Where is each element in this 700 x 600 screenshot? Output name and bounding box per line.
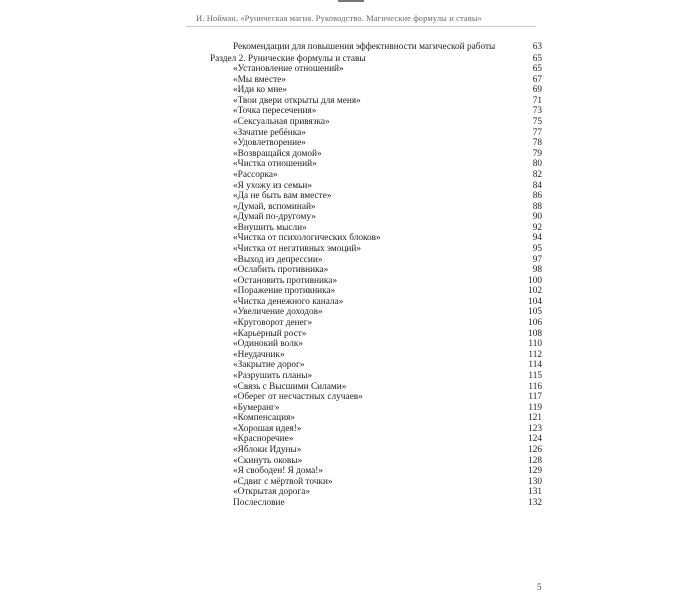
toc-entry xyxy=(210,85,542,96)
toc-entry-title: «Установление отношений» xyxy=(233,64,344,75)
toc-entry xyxy=(210,350,542,361)
page-number: 5 xyxy=(537,582,542,592)
toc-entry-title: «Неудачник» xyxy=(233,349,285,360)
toc-entry-page: 128 xyxy=(528,455,542,466)
toc-entry-title: «Возвращайся домой» xyxy=(233,148,322,159)
toc-entry-title: «Чистка денежного канала» xyxy=(233,296,344,307)
toc-entry-page: 69 xyxy=(532,85,542,96)
toc-entry xyxy=(210,276,542,287)
toc-entry-page: 124 xyxy=(528,434,542,445)
toc-entry xyxy=(210,202,542,213)
toc-entry-title: «Мы вместе» xyxy=(233,74,286,85)
toc-entry-title: «Сдвиг с мёртвой точки» xyxy=(233,476,333,487)
toc-entry-title: Рекомендации для повышения эффективности магической работы xyxy=(233,42,496,52)
toc-entry xyxy=(210,149,542,160)
toc-entry xyxy=(210,360,542,371)
toc-entry-title: «Ослабить противника» xyxy=(233,265,329,276)
toc-entry-page: 132 xyxy=(528,497,542,508)
toc-entry xyxy=(210,339,542,350)
toc-entry-page: 65 xyxy=(532,64,542,75)
toc-entry-title: «Удовлетворение» xyxy=(233,138,306,149)
toc-entry-page: 123 xyxy=(528,423,542,434)
toc-entry-page: 106 xyxy=(528,318,542,329)
toc-entry xyxy=(210,106,542,117)
toc-entry-title: «Иди ко мне» xyxy=(233,85,288,96)
toc-entry-page: 78 xyxy=(532,138,542,149)
toc-entry xyxy=(210,445,542,456)
toc-entry-title: «Хорошая идея!» xyxy=(233,423,302,434)
toc-entry xyxy=(210,212,542,223)
toc-entry-title: «Чистка отношений» xyxy=(233,159,317,170)
toc-entry xyxy=(210,413,542,424)
toc-entry-title: Послесловие xyxy=(233,497,285,508)
toc-entry-title: «Я свободен! Я дома!» xyxy=(233,466,324,477)
toc-entry xyxy=(210,244,542,255)
toc-entry-title: «Рассорка» xyxy=(233,169,278,180)
toc-entry-title: «Да не быть вам вместе» xyxy=(233,191,332,202)
toc-entry-page: 65 xyxy=(532,53,542,64)
toc-entry xyxy=(210,42,542,53)
toc-entry-page: 131 xyxy=(528,487,542,498)
toc-entry xyxy=(210,329,542,340)
toc-entry xyxy=(210,117,542,128)
toc-entry xyxy=(210,382,542,393)
toc-entry-page: 114 xyxy=(528,360,542,371)
toc-entry-title: «Точка пересечения» xyxy=(233,106,317,117)
toc-entry-page: 121 xyxy=(528,413,542,424)
toc-entry-title: «Сексуальная привязка» xyxy=(233,117,330,128)
toc-entry-title: «Яблоки Идуны» xyxy=(233,444,302,455)
toc-entry xyxy=(210,170,542,181)
toc-entry xyxy=(210,138,542,149)
toc-entry-page: 82 xyxy=(532,169,542,180)
toc-entry-title: «Оберег от несчастных случаев» xyxy=(233,392,363,403)
toc-entry xyxy=(210,487,542,498)
toc-entry-page: 92 xyxy=(532,222,542,233)
toc-entry-page: 119 xyxy=(528,402,542,413)
toc-entry xyxy=(210,424,542,435)
toc-entry-title: «Твои двери открыты для меня» xyxy=(233,95,361,106)
toc-entry xyxy=(210,466,542,477)
toc-entry xyxy=(210,75,542,86)
toc-entry-title: «Закрытие дорог» xyxy=(233,360,305,371)
toc-entry-title: «Остановить противника» xyxy=(233,275,338,286)
toc-entry xyxy=(210,128,542,139)
toc-entry-page: 67 xyxy=(532,74,542,85)
toc-entry xyxy=(210,297,542,308)
toc-entry-title: «Бумеранг» xyxy=(233,402,280,413)
toc-entry-page: 79 xyxy=(532,148,542,159)
toc-entry-page: 116 xyxy=(528,381,542,392)
toc-entry-title: «Думай по-другому» xyxy=(233,212,316,223)
toc-entry xyxy=(210,307,542,318)
toc-entry xyxy=(210,159,542,170)
toc-entry xyxy=(210,286,542,297)
toc-entry-title: «Зачатие ребёнка» xyxy=(233,127,306,138)
toc-entry xyxy=(210,403,542,414)
toc-entry-page: 105 xyxy=(528,307,542,318)
toc-entry-title: «Чистка от психологических блоков» xyxy=(233,233,381,244)
toc-entry-page: 90 xyxy=(532,212,542,223)
toc-entry xyxy=(210,392,542,403)
toc-entry-title: «Думай, вспоминай» xyxy=(233,201,316,212)
toc-entry-title: «Компенсация» xyxy=(233,413,296,424)
toc-entry xyxy=(210,64,542,75)
toc-entry-page: 73 xyxy=(532,106,542,117)
toc-entry-title: Раздел 2. Рунические формулы и ставы xyxy=(210,53,366,64)
toc-entry xyxy=(210,191,542,202)
toc-entry-title: «Поражение противника» xyxy=(233,286,336,297)
toc-entry-page: 108 xyxy=(528,328,542,339)
toc-entry xyxy=(210,233,542,244)
toc-entry-page: 88 xyxy=(532,201,542,212)
toc-entry-page: 100 xyxy=(528,275,542,286)
toc-entry xyxy=(210,223,542,234)
toc-entry-page: 102 xyxy=(528,286,542,297)
toc-entry-page: 80 xyxy=(532,159,542,170)
toc-entry-title: «Разрушить планы» xyxy=(233,370,313,381)
toc-entry-page: 84 xyxy=(532,180,542,191)
toc-entry xyxy=(210,434,542,445)
toc-entry-page: 77 xyxy=(532,127,542,138)
toc-entry-title: «Выход из депрессии» xyxy=(233,254,323,265)
toc-entry-page: 94 xyxy=(532,233,542,244)
toc-entry-page: 95 xyxy=(532,243,542,254)
toc-entry-page: 112 xyxy=(528,349,542,360)
toc-entry-title: «Чистка от негативных эмоций» xyxy=(233,243,362,254)
toc-entry-page: 63 xyxy=(532,42,542,52)
toc-entry-title: «Карьерный рост» xyxy=(233,328,307,339)
running-header: И. Нойман. «Руническая магия. Руководство. Магические формулы и ставы» xyxy=(196,13,483,23)
toc-entry xyxy=(210,96,542,107)
toc-entry-title: «Открытая дорога» xyxy=(233,487,311,498)
toc-entry xyxy=(210,456,542,467)
toc-entry-page: 104 xyxy=(528,296,542,307)
toc-entry-title: «Круговорот денег» xyxy=(233,318,313,329)
toc-entry-page: 86 xyxy=(532,191,542,202)
toc-entry xyxy=(210,181,542,192)
toc-entry-title: «Связь с Высшими Силами» xyxy=(233,381,347,392)
toc-entry-title: «Одинокий волк» xyxy=(233,339,304,350)
page-top-mark xyxy=(338,0,364,2)
toc-entry xyxy=(210,318,542,329)
toc-entry xyxy=(210,477,542,488)
toc-entry-page: 98 xyxy=(532,265,542,276)
toc-entry xyxy=(210,498,542,509)
toc-entry-title: «Увеличение доходов» xyxy=(233,307,323,318)
toc-entry-title: «Красноречие» xyxy=(233,434,294,445)
toc-entry xyxy=(210,371,542,382)
toc-entry xyxy=(210,255,542,266)
toc-entry xyxy=(210,265,542,276)
toc-entry xyxy=(210,54,542,65)
toc-entry-page: 75 xyxy=(532,117,542,128)
toc-entry-page: 110 xyxy=(528,339,542,350)
toc-entry-page: 115 xyxy=(528,370,542,381)
toc-entry-page: 117 xyxy=(528,392,542,403)
toc-entry-title: «Я ухожу из семьи» xyxy=(233,180,313,191)
header-rule xyxy=(186,26,536,27)
toc-entry-page: 71 xyxy=(532,95,542,106)
toc-entry-page: 130 xyxy=(528,476,542,487)
toc-entry-title: «Внушить мысли» xyxy=(233,222,307,233)
toc-entry-page: 97 xyxy=(532,254,542,265)
toc-entry-title: «Скинуть оковы» xyxy=(233,455,303,466)
toc-entry-page: 129 xyxy=(528,466,542,477)
toc-entry-page: 126 xyxy=(528,444,542,455)
table-of-contents xyxy=(210,42,542,508)
